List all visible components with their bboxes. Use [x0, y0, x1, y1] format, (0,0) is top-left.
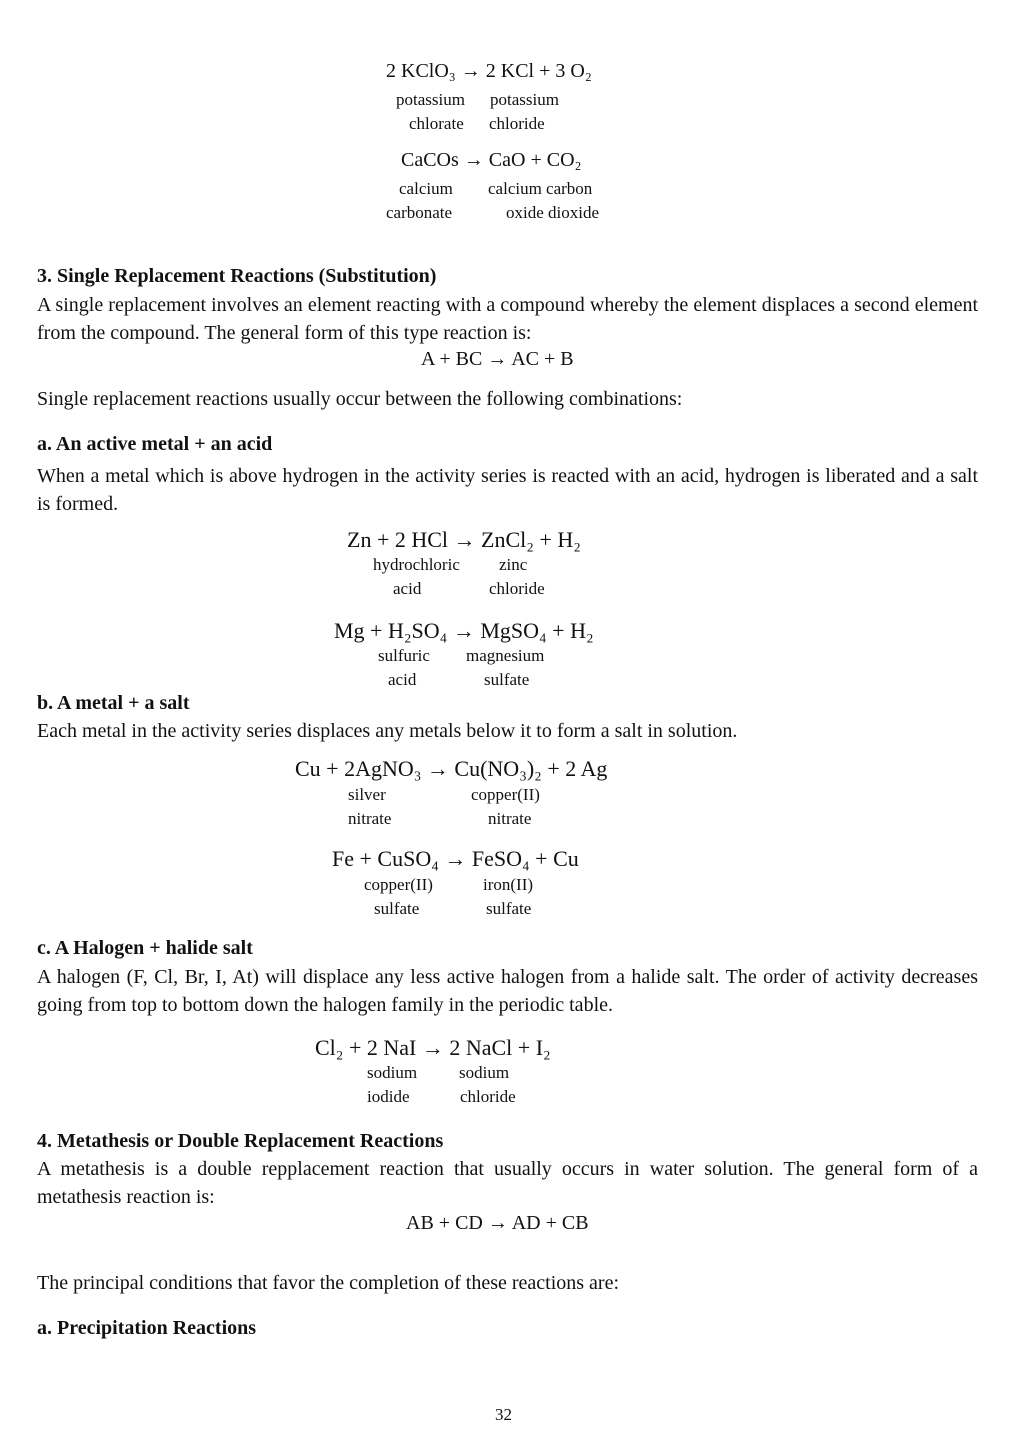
label-sulfate: sulfate [486, 899, 532, 918]
equation-kclo3: 2 KClO₃ → 2 KCl + 3 O₂ [386, 60, 592, 82]
label-oxide-dioxide: oxide dioxide [506, 203, 600, 222]
equation-fe-cuso4: Fe + CuSO₄ → FeSO₄ + Cu [332, 846, 579, 871]
subsection-heading: b. A metal + a salt [37, 692, 190, 714]
paragraph: A single replacement involves an element reacting with a compound whereby the element displaces a second element from the compound. The general form of this type reaction is: [37, 294, 978, 344]
label-chloride: chloride [489, 579, 545, 598]
equation-cu-agno3: Cu + 2AgNO₃ → Cu(NO₃)₂ + 2 Ag [295, 756, 608, 781]
page-number: 32 [495, 1405, 512, 1424]
label-potassium: potassium [490, 90, 559, 109]
subsection-heading: c. A Halogen + halide salt [37, 937, 253, 959]
equation-caco3: CaCOs → CaO + CO₂ [401, 149, 582, 171]
paragraph: When a metal which is above hydrogen in the activity series is reacted with an acid, hydrogen is liberated and a salt is formed. [37, 465, 978, 515]
paragraph: A metathesis is a double repplacement reaction that usually occurs in water solution. The general form of a metathesis reaction is: [37, 1158, 978, 1208]
label-chlorate: chlorate [409, 114, 464, 133]
equation-cl2-nai: Cl₂ + 2 NaI → 2 NaCl + I₂ [315, 1035, 551, 1060]
label-copper-ii: copper(II) [364, 875, 433, 894]
label-sodium: sodium [459, 1063, 510, 1082]
general-form-equation: A + BC → AC + B [421, 348, 574, 370]
label-chloride: chloride [460, 1087, 516, 1106]
subsection-heading: a. An active metal + an acid [37, 433, 273, 455]
label-sulfuric: sulfuric [378, 646, 430, 665]
label-potassium: potassium [396, 90, 465, 109]
label-sodium: sodium [367, 1063, 418, 1082]
label-calcium: calcium [399, 179, 453, 198]
equation-mg-h2so4: Mg + H₂SO₄ → MgSO₄ + H₂ [334, 618, 594, 643]
label-sulfate: sulfate [374, 899, 420, 918]
general-form-equation: AB + CD → AD + CB [406, 1212, 589, 1234]
label-nitrate: nitrate [348, 809, 392, 828]
label-iron-ii: iron(II) [483, 875, 534, 894]
paragraph: The principal conditions that favor the completion of these reactions are: [37, 1272, 620, 1294]
paragraph: Single replacement reactions usually occur between the following combinations: [37, 388, 683, 410]
label-nitrate: nitrate [488, 809, 532, 828]
label-acid: acid [393, 579, 422, 598]
section-heading: 4. Metathesis or Double Replacement Reactions [37, 1130, 444, 1152]
label-iodide: iodide [367, 1087, 410, 1106]
label-hydrochloric: hydrochloric [373, 555, 460, 574]
equation-zn-hcl: Zn + 2 HCl → ZnCl₂ + H₂ [347, 527, 581, 552]
paragraph: A halogen (F, Cl, Br, I, At) will displace any less active halogen from a halide salt. The order of activity decreases going from top to bottom down the halogen family in the periodic table. [37, 966, 978, 1016]
section-heading: 3. Single Replacement Reactions (Substitution) [37, 265, 437, 287]
label-sulfate: sulfate [484, 670, 530, 689]
label-zinc: zinc [499, 555, 528, 574]
paragraph: Each metal in the activity series displaces any metals below it to form a salt in solution. [37, 720, 738, 742]
label-chloride: chloride [489, 114, 545, 133]
label-calcium-carbon: calcium carbon [488, 179, 593, 198]
label-copper-ii: copper(II) [471, 785, 540, 804]
label-carbonate: carbonate [386, 203, 453, 222]
label-acid: acid [388, 670, 417, 689]
subsection-heading: a. Precipitation Reactions [37, 1317, 257, 1339]
label-magnesium: magnesium [466, 646, 545, 665]
label-silver: silver [348, 785, 386, 804]
